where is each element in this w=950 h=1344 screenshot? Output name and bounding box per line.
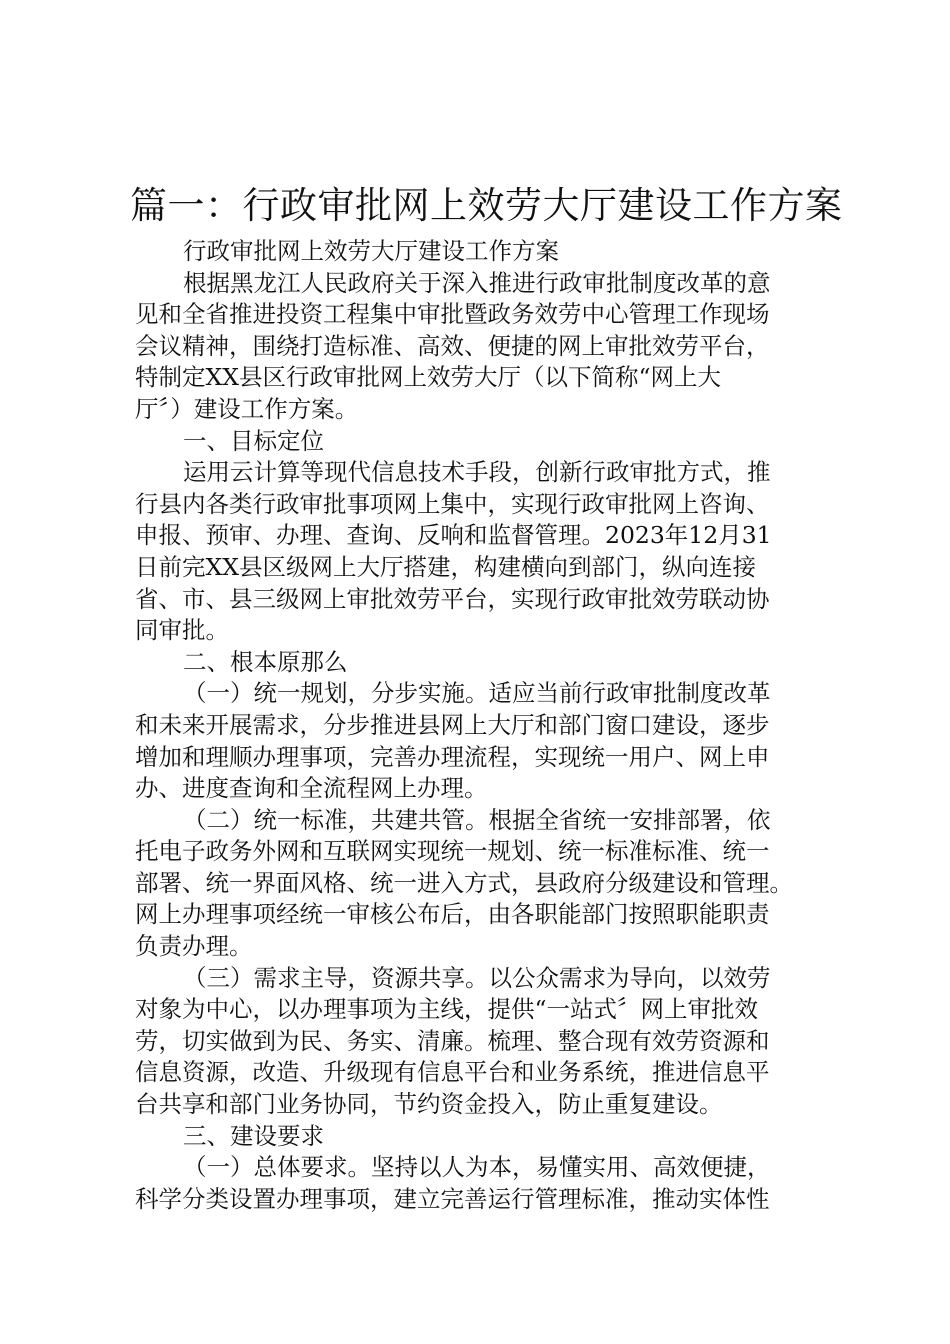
- document-title: 篇一：行政审批网上效劳大厅建设工作方案: [130, 184, 843, 227]
- text-line: 部署、统一界面风格、统一进入方式，县政府分级建设和管理。: [135, 868, 793, 897]
- text-line: （三）需求主导，资源共享。以公众需求为导向，以效劳: [183, 963, 771, 992]
- text-line: （一）统一规划，分步实施。适应当前行政审批制度改革: [183, 679, 771, 708]
- text-line: 办、进度查询和全流程网上办理。: [135, 774, 488, 803]
- text-line: 行政审批网上效劳大厅建设工作方案: [183, 237, 559, 265]
- text-line: 增加和理顺办理事项，完善办理流程，实现统一用户、网上申: [135, 742, 770, 771]
- text-line: 厅〞）建设工作方案。: [135, 394, 359, 423]
- text-line: 对象为中心，以办理事项为主线，提供“一站式〞网上审批效: [135, 995, 759, 1024]
- text-line: 信息资源，改造、升级现有信息平台和业务系统，推进信息平: [135, 1058, 770, 1087]
- text-line: 日前完XX县区级网上大厅搭建，构建横向到部门，纵向连接: [135, 552, 756, 581]
- text-line: 台共享和部门业务协同，节约资金投入，防止重复建设。: [135, 1090, 723, 1119]
- text-line: 网上办理事项经统一审核公布后，由各职能部门按照职能职责: [135, 900, 770, 929]
- text-line: 特制定XX县区行政审批网上效劳大厅（以下简称“网上大: [135, 363, 721, 392]
- text-line: 会议精神，围绕打造标准、高效、便捷的网上审批效劳平台，: [135, 331, 770, 360]
- text-line: 运用云计算等现代信息技术手段，创新行政审批方式，推: [183, 458, 771, 487]
- text-line: 见和全省推进投资工程集中审批暨政务效劳中心管理工作现场: [135, 300, 770, 329]
- text-line: 省、市、县三级网上审批效劳平台，实现行政审批效劳联动协: [135, 584, 770, 613]
- text-line: 负责办理。: [135, 932, 253, 961]
- text-line: 行县内各类行政审批事项网上集中，实现行政审批网上咨询、: [135, 489, 770, 518]
- text-line: 劳，切实做到为民、务实、清廉。梳理、整合现有效劳资源和: [135, 1026, 770, 1055]
- text-line: （二）统一标准，共建共管。根据全省统一安排部署，依: [183, 805, 771, 834]
- text-line: 三、建设要求: [183, 1121, 324, 1150]
- text-line: （一）总体要求。坚持以人为本，易懂实用、高效便捷，: [183, 1153, 771, 1182]
- text-line: 同审批。: [135, 616, 229, 645]
- text-line: 申报、预审、办理、查询、反响和监督管理。2023年12月31: [135, 521, 772, 550]
- text-line: 根据黑龙江人民政府关于深入推进行政审批制度改革的意: [183, 268, 771, 297]
- text-line: 科学分类设置办理事项，建立完善运行管理标准，推动实体性: [135, 1184, 770, 1213]
- text-line: 一、目标定位: [183, 426, 324, 455]
- document-body: [135, 236, 825, 1215]
- text-line: 托电子政务外网和互联网实现统一规划、统一标准标准、统一: [135, 837, 770, 866]
- text-line: 二、根本原那么: [183, 647, 348, 676]
- text-line: 和未来开展需求，分步推进县网上大厅和部门窗口建设，逐步: [135, 710, 770, 739]
